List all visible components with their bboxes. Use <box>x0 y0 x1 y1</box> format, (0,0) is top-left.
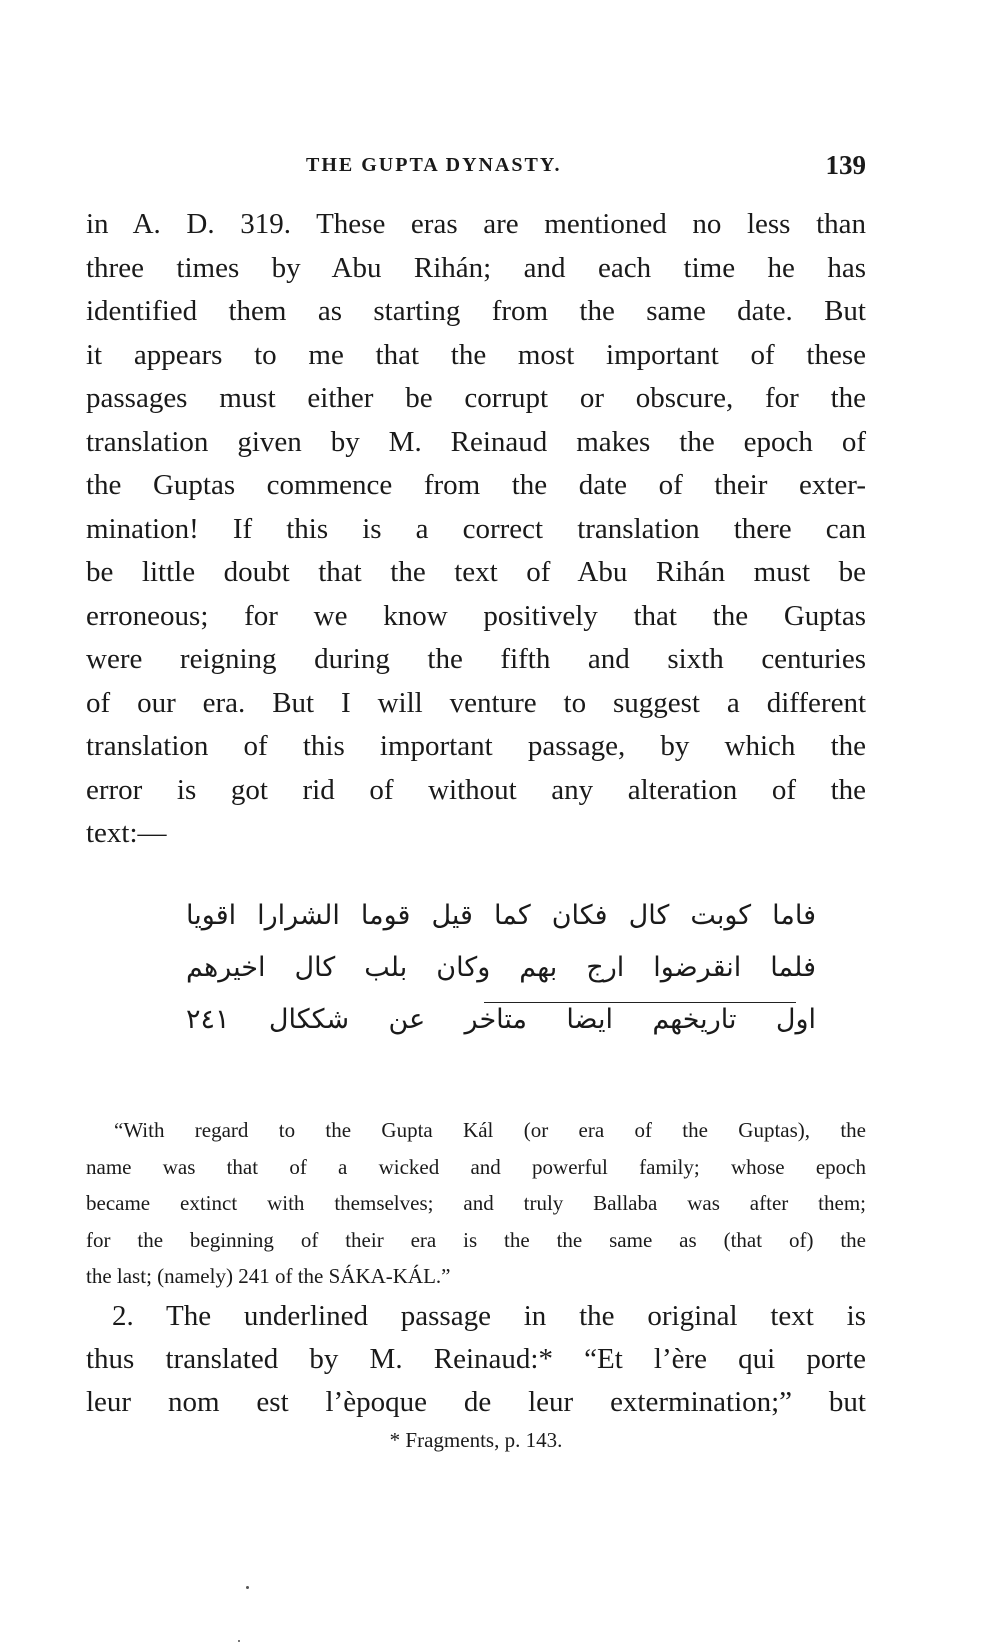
body-line: error is got rid of without any alteration of the <box>86 773 866 806</box>
body-line: were reigning during the fifth and sixth centuries <box>86 643 866 675</box>
body-line: of our era. But I will venture to suggest a different <box>86 686 866 719</box>
translation-line: name was that of a wicked and powerful family; whose epoch <box>86 1154 866 1179</box>
translation-line: “With regard to the Gupta Kál (or era of the Guptas), the <box>114 1118 866 1142</box>
arabic-line: فاما كوبت كال فكان كما قيل قوما الشرارا اقويا <box>186 900 816 931</box>
paragraph-line: thus translated by M. Reinaud:* “Et l’ère qui porte <box>86 1343 866 1375</box>
body-line: erroneous; for we know positively that the Guptas <box>86 599 866 632</box>
body-line: it appears to me that the most important of these <box>86 338 866 371</box>
second-paragraph <box>86 1295 866 1424</box>
body-line: in A. D. 319. These eras are mentioned no less than <box>86 208 866 240</box>
footnote: * Fragments, p. 143. <box>389 1428 563 1452</box>
running-head-title: THE GUPTA DYNASTY. <box>306 154 562 176</box>
translation-line: became extinct with themselves; and truly Ballaba was after them; <box>86 1191 866 1215</box>
body-line: mination! If this is a correct translation there can <box>86 512 866 545</box>
translation-line: the last; (namely) 241 of the SÁKA-KÁL.” <box>86 1264 451 1288</box>
scan-speck <box>238 1640 240 1642</box>
arabic-underline <box>484 1002 796 1003</box>
translation-quote <box>86 1112 866 1295</box>
body-line: passages must either be corrupt or obscure, for the <box>86 382 866 414</box>
main-paragraph <box>86 203 866 856</box>
arabic-line: فلما انقرضوا ارج بهم وكان بلب كال اخيرهم <box>186 952 816 983</box>
translation-line: for the beginning of their era is the the same as (that of) the <box>86 1227 866 1252</box>
body-line: be little doubt that the text of Abu Rihán must be <box>86 556 866 588</box>
body-line: translation of this important passage, by which the <box>86 730 866 762</box>
body-line: translation given by M. Reinaud makes the epoch of <box>86 425 866 458</box>
paragraph-line: 2. The underlined passage in the original text is <box>112 1300 866 1332</box>
arabic-quotation <box>186 890 816 1046</box>
body-line: three times by Abu Rihán; and each time he has <box>86 251 866 284</box>
scan-speck <box>246 1586 249 1589</box>
arabic-line: اول تاريخهم ايضا متاخر عن شككال ٢٤١ <box>186 1004 816 1035</box>
body-line: identified them as starting from the same date. But <box>86 295 866 327</box>
running-head <box>86 150 866 184</box>
body-line: the Guptas commence from the date of their exter- <box>86 469 866 501</box>
page-number: 139 <box>825 150 866 180</box>
paragraph-line: leur nom est l’èpoque de leur extermination;” but <box>86 1386 866 1418</box>
body-line: text:— <box>86 817 167 849</box>
